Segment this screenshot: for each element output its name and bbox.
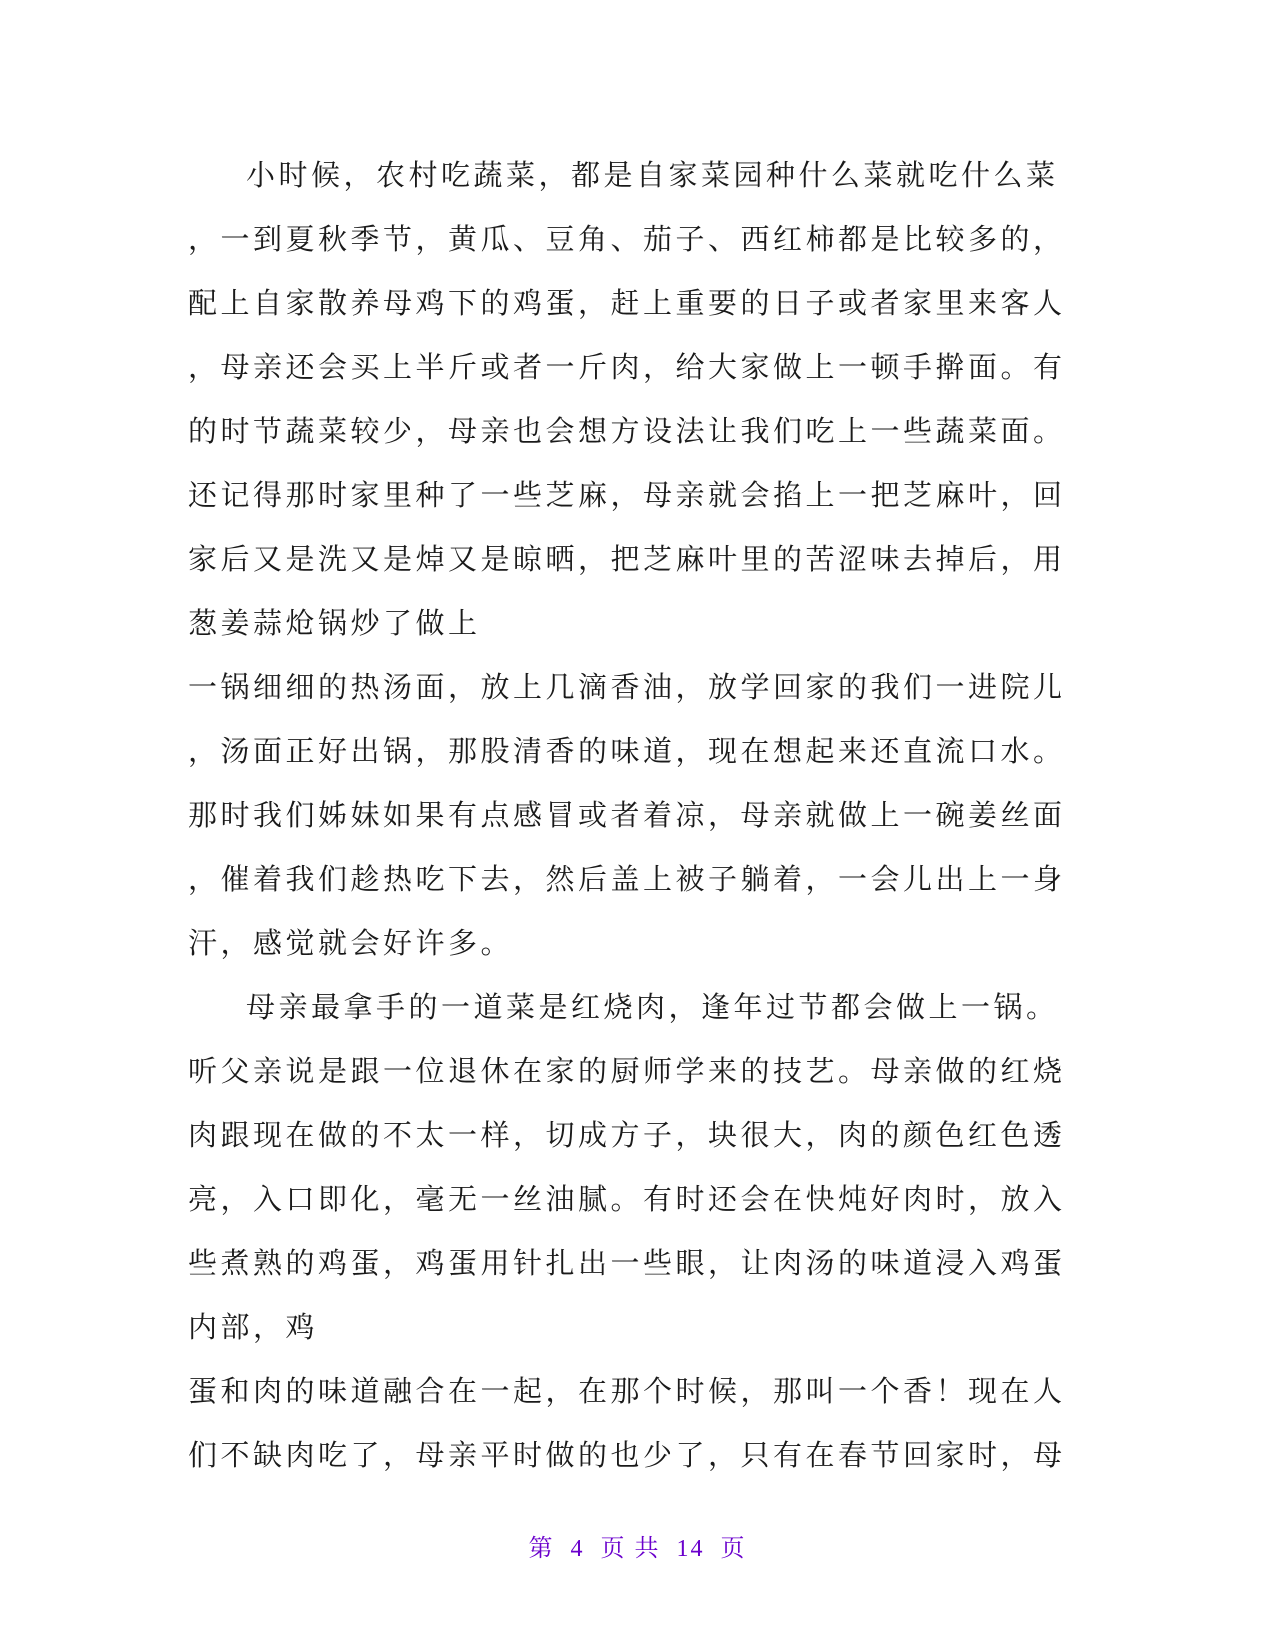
text-line: 亮，入口即化，毫无一丝油腻。有时还会在快炖好肉时，放入: [188, 1182, 1066, 1216]
footer-suffix: 页: [720, 1536, 747, 1562]
text-line: 汗，感觉就会好许多。: [188, 926, 514, 960]
text-line: 小时候，农村吃蔬菜，都是自家菜园种什么菜就吃什么菜: [246, 158, 1059, 192]
text-line: 们不缺肉吃了，母亲平时做的也少了，只有在春节回家时，母: [188, 1438, 1066, 1472]
text-line: 一锅细细的热汤面，放上几滴香油，放学回家的我们一进院儿: [188, 670, 1066, 704]
footer-prefix: 第: [528, 1536, 555, 1562]
footer-middle: 页 共: [600, 1536, 661, 1562]
text-line: 配上自家散养母鸡下的鸡蛋，赶上重要的日子或者家里来客人: [188, 286, 1066, 320]
text-line: 些煮熟的鸡蛋，鸡蛋用针扎出一些眼，让肉汤的味道浸入鸡蛋: [188, 1246, 1066, 1280]
text-line: 家后又是洗又是焯又是晾晒，把芝麻叶里的苦涩味去掉后，用: [188, 542, 1066, 576]
total-pages-number: 14: [676, 1536, 705, 1562]
text-line: 母亲最拿手的一道菜是红烧肉，逢年过节都会做上一锅。: [246, 990, 1059, 1024]
text-line: 那时我们姊妹如果有点感冒或者着凉，母亲就做上一碗姜丝面: [188, 798, 1066, 832]
text-line: 肉跟现在做的不太一样，切成方子，块很大，肉的颜色红色透: [188, 1118, 1066, 1152]
page-footer: [0, 1528, 1275, 1563]
text-line: 内部，鸡: [188, 1310, 319, 1344]
text-line: 蛋和肉的味道融合在一起，在那个时候，那叫一个香！现在人: [188, 1374, 1066, 1408]
text-line: 葱姜蒜炝锅炒了做上: [188, 606, 481, 640]
text-line: 的时节蔬菜较少，母亲也会想方设法让我们吃上一些蔬菜面。: [188, 414, 1066, 448]
text-line: ，汤面正好出锅，那股清香的味道，现在想起来还直流口水。: [188, 734, 1066, 768]
text-line: 还记得那时家里种了一些芝麻，母亲就会掐上一把芝麻叶，回: [188, 478, 1066, 512]
text-line: ，催着我们趁热吃下去，然后盖上被子躺着，一会儿出上一身: [188, 862, 1066, 896]
text-line: ，母亲还会买上半斤或者一斤肉，给大家做上一顿手擀面。有: [188, 350, 1066, 384]
text-line: ，一到夏秋季节，黄瓜、豆角、茄子、西红柿都是比较多的，: [188, 222, 1066, 256]
text-line: 听父亲说是跟一位退休在家的厨师学来的技艺。母亲做的红烧: [188, 1054, 1066, 1088]
body-text: [188, 143, 1078, 1487]
current-page-number: 4: [570, 1536, 585, 1562]
